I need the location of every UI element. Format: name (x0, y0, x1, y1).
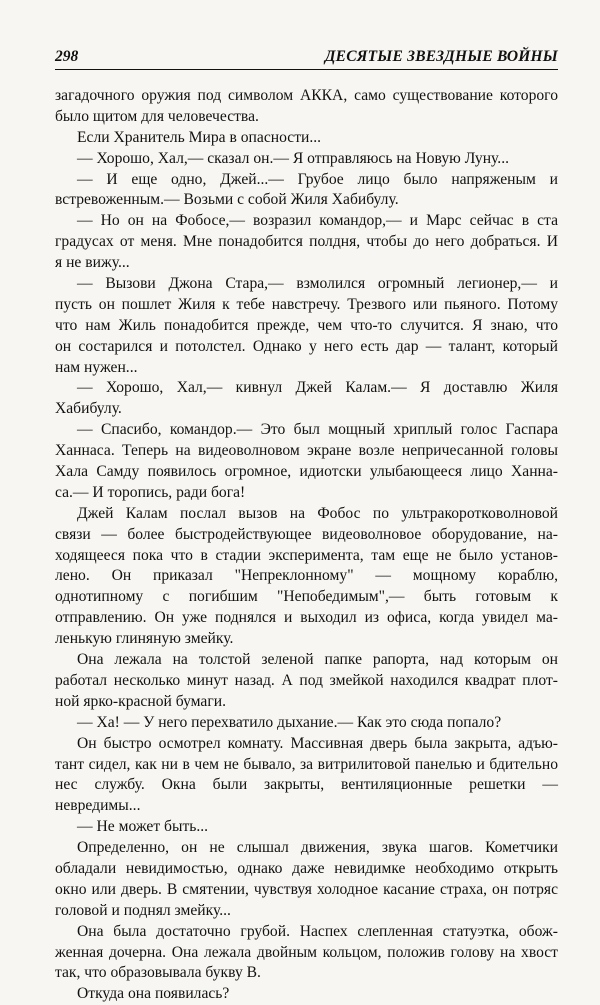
text-line: ходящееся пока что в стадии эксперимента, там еще не было установ- (55, 546, 558, 564)
text-line: ной ярко-красной бумаги. (55, 692, 226, 710)
text-line: — И еще одно, Джей...— Грубое лицо было напряженым и (77, 170, 558, 188)
text-line: нес службу. Окна были закрыты, вентиляционные решетки — (55, 776, 558, 794)
text-line: ленькую глиняную змейку. (55, 630, 234, 648)
text-line: Она была достаточно грубой. Наспех слепленная статуэтка, обож- (77, 922, 558, 940)
text-line: са.— И торопись, ради бога! (55, 483, 246, 501)
text-line: Он быстро осмотрел комнату. Массивная дверь была закрыта, адъю- (77, 734, 558, 752)
text-line: я не вижу... (55, 254, 130, 272)
text-line: обладали невидимостью, однако даже невидимке необходимо открыть (55, 859, 558, 877)
text-line: загадочного оружия под символом АККА, само существование которого (55, 87, 558, 104)
text-line: Определенно, он не слышал движения, звука шагов. Кометчики (77, 839, 558, 857)
text-line: женная дочерна. Она лежала двойным кольцом, положив голову на хвост (55, 943, 558, 961)
body-text (55, 86, 558, 1005)
text-line: — Хорошо, Хал,— кивнул Джей Калам.— Я доставлю Жиля (77, 379, 558, 397)
page-number: 298 (55, 48, 79, 65)
text-line: что нам Жиль понадобится прежде, чем что-то случится. Я знаю, что (55, 316, 558, 334)
text-line: невредимы... (55, 797, 141, 815)
running-header (55, 46, 558, 68)
text-line: — Но он на Фобосе,— возразил командор,— и Марс сейчас в ста (77, 212, 558, 230)
text-line: окно или дверь. В смятении, чувствуя холодное касание страха, он потряс (55, 880, 558, 898)
text-line: — Вызови Джона Стара,— взмолился огромный легионер,— и (77, 275, 558, 293)
text-line: Ханнаса. Теперь на видеоволновом экране возле непричесанной головы (55, 442, 558, 460)
text-line: — Спасибо, командор.— Это был мощный хриплый голос Гаспара (77, 421, 558, 439)
text-line: Хабибулу. (55, 400, 122, 418)
text-line: так, что образовывала букву В. (55, 964, 261, 982)
header-rule (55, 69, 558, 70)
text-line: он состарился и потолстел. Однако у него есть дар — талант, который (55, 337, 558, 355)
text-line: тант сидел, как ни в чем не бывало, за витрилитовой панелью и бдительно (55, 755, 558, 773)
running-title: ДЕСЯТЫЕ ЗВЕЗДНЫЕ ВОЙНЫ (324, 48, 558, 65)
text-line: однотипному с погибшим "Непобедимым",— быть готовым к (55, 588, 558, 606)
text-line: нам нужен... (55, 358, 138, 376)
text-line: отправлению. Он уже поднялся и выходил из офиса, когда увидел ма- (55, 609, 558, 627)
text-line: работал несколько минут назад. А под змейкой находился квадрат плот- (55, 671, 558, 689)
text-line: пусть он пошлет Жиля к тебе навстречу. Трезвого или пьяного. Потому (55, 295, 558, 313)
text-line: было щитом для человечества. (55, 107, 259, 125)
text-line: связи — более быстродействующее видеоволновое оборудование, на- (55, 525, 558, 543)
text-line: Джей Калам послал вызов на Фобос по ультракоротковолновой (77, 504, 558, 522)
text-line: Если Хранитель Мира в опасности... (77, 128, 322, 146)
text-line: Хала Самду появилось огромное, идиотски улыбающееся лицо Ханна- (55, 463, 558, 481)
text-line: — Не может быть... (77, 818, 209, 836)
text-line: — Хорошо, Хал,— сказал он.— Я отправляюсь на Новую Луну... (77, 149, 509, 167)
text-line: Откуда она появилась? (77, 985, 230, 1003)
text-line: — Ха! — У него перехватило дыхание.— Как это сюда попало? (77, 713, 502, 731)
text-line: градусах от меня. Мне понадобится полдня, чтобы до него добраться. И (55, 233, 558, 251)
text-line: встревоженным.— Возьми с собой Жиля Хабибулу. (55, 191, 399, 209)
text-line: Она лежала на толстой зеленой папке рапорта, над которым он (77, 651, 558, 669)
text-line: головой и поднял змейку... (55, 901, 231, 919)
text-line: лено. Он приказал "Непреклонному" — мощному кораблю, (55, 567, 558, 585)
